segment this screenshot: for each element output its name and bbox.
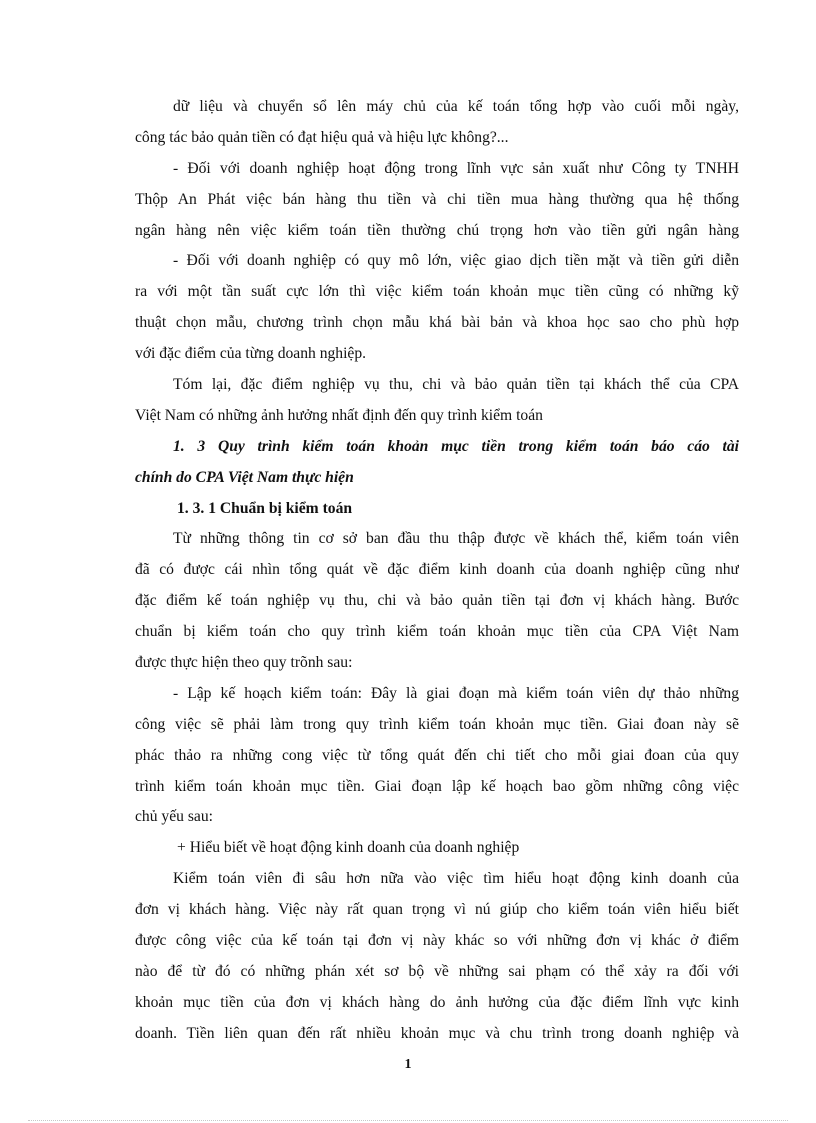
body-line: Kiểm toán viên đi sâu hơn nữa vào việc tìm hiểu hoạt động kinh doanh của — [173, 870, 739, 888]
body-line: - Đối với doanh nghiệp hoạt động trong lĩnh vực sản xuất như Công ty TNHH — [173, 159, 739, 177]
body-line: trình kiểm toán khoản mục tiền. Giai đoạn lập kế hoạch bao gồm những công việc — [135, 777, 739, 795]
body-line: thuật chọn mẫu, chương trình chọn mẫu khá bài bản và khoa học sao cho phù hợp — [135, 314, 739, 332]
body-line: được thực hiện theo quy trõnh sau: — [135, 654, 353, 672]
body-line: đơn vị khách hàng. Việc này rất quan trọng vì nú giúp cho kiểm toán viên hiểu biết — [135, 901, 739, 919]
body-line: được công việc của kế toán tại đơn vị này khác so với những đơn vị khác ở điểm — [135, 932, 739, 950]
body-line: doanh. Tiền liên quan đến rất nhiều khoản mục và chu trình trong doanh nghiệp và — [135, 1024, 739, 1042]
body-line: - Đối với doanh nghiệp có quy mô lớn, việc giao dịch tiền mặt và tiền gửi diễn — [173, 252, 739, 270]
body-line: công việc sẽ phải làm trong quy trình kiểm toán khoản mục tiền. Giai đoan này sẽ — [135, 715, 739, 733]
body-line: với đặc điểm của từng doanh nghiệp. — [135, 345, 367, 363]
body-line: Thộp An Phát việc bán hàng thu tiền và chi tiền mua hàng thường qua hệ thống — [135, 190, 739, 208]
body-line: - Lập kế hoạch kiểm toán: Đây là giai đoạn mà kiểm toán viên dự thảo những — [173, 684, 739, 702]
body-line: đã có được cái nhìn tổng quát về đặc điểm kinh doanh của doanh nghiệp cũng như — [135, 561, 739, 579]
body-line: khoản mục tiền của đơn vị khách hàng do ảnh hưởng của đặc điểm lĩnh vực kinh — [135, 993, 739, 1011]
bullet-line: + Hiểu biết về hoạt động kinh doanh của doanh nghiệp — [177, 839, 520, 857]
body-line: phác thảo ra những cong việc từ tổng quát đến chi tiết cho mỗi giai đoan của quy — [135, 746, 739, 764]
document-body — [135, 92, 739, 1050]
body-line: chủ yếu sau: — [135, 808, 213, 826]
body-line: nào để từ đó có những phán xét sơ bộ về những sai phạm có thể xảy ra đối với — [135, 962, 739, 980]
body-line: ngân hàng nên việc kiểm toán tiền thường chú trọng hơn vào tiền gửi ngân hàng — [135, 221, 739, 239]
section-heading: 1. 3 Quy trình kiểm toán khoản mục tiền trong kiểm toán báo cáo tài — [173, 437, 739, 455]
subsection-heading: 1. 3. 1 Chuẩn bị kiểm toán — [177, 499, 353, 517]
page-number: 1 — [404, 1057, 412, 1072]
body-line: Việt Nam có những ảnh hưởng nhất định đến quy trình kiểm toán — [135, 406, 543, 424]
body-line: chuẩn bị kiểm toán cho quy trình kiểm toán khoản mục tiền của CPA Việt Nam — [135, 623, 739, 641]
body-line: dữ liệu và chuyển sổ lên máy chủ của kế toán tổng hợp vào cuối mỗi ngày, — [173, 98, 739, 115]
body-line: ra với một tần suất cực lớn thì việc kiểm toán khoản mục tiền cũng có những kỹ — [135, 283, 739, 301]
body-line: đặc điểm kế toán nghiệp vụ thu, chi và bảo quản tiền tại đơn vị khách hàng. Bước — [135, 592, 739, 610]
body-line: công tác bảo quản tiền có đạt hiệu quả và hiệu lực không?... — [135, 128, 509, 146]
body-line: Từ những thông tin cơ sở ban đầu thu thập được về khách thể, kiểm toán viên — [173, 530, 739, 548]
body-line: Tóm lại, đặc điểm nghiệp vụ thu, chi và bảo quản tiền tại khách thể của CPA — [173, 376, 739, 394]
page-bottom-divider — [28, 1120, 788, 1121]
section-heading: chính do CPA Việt Nam thực hiện — [135, 468, 354, 486]
